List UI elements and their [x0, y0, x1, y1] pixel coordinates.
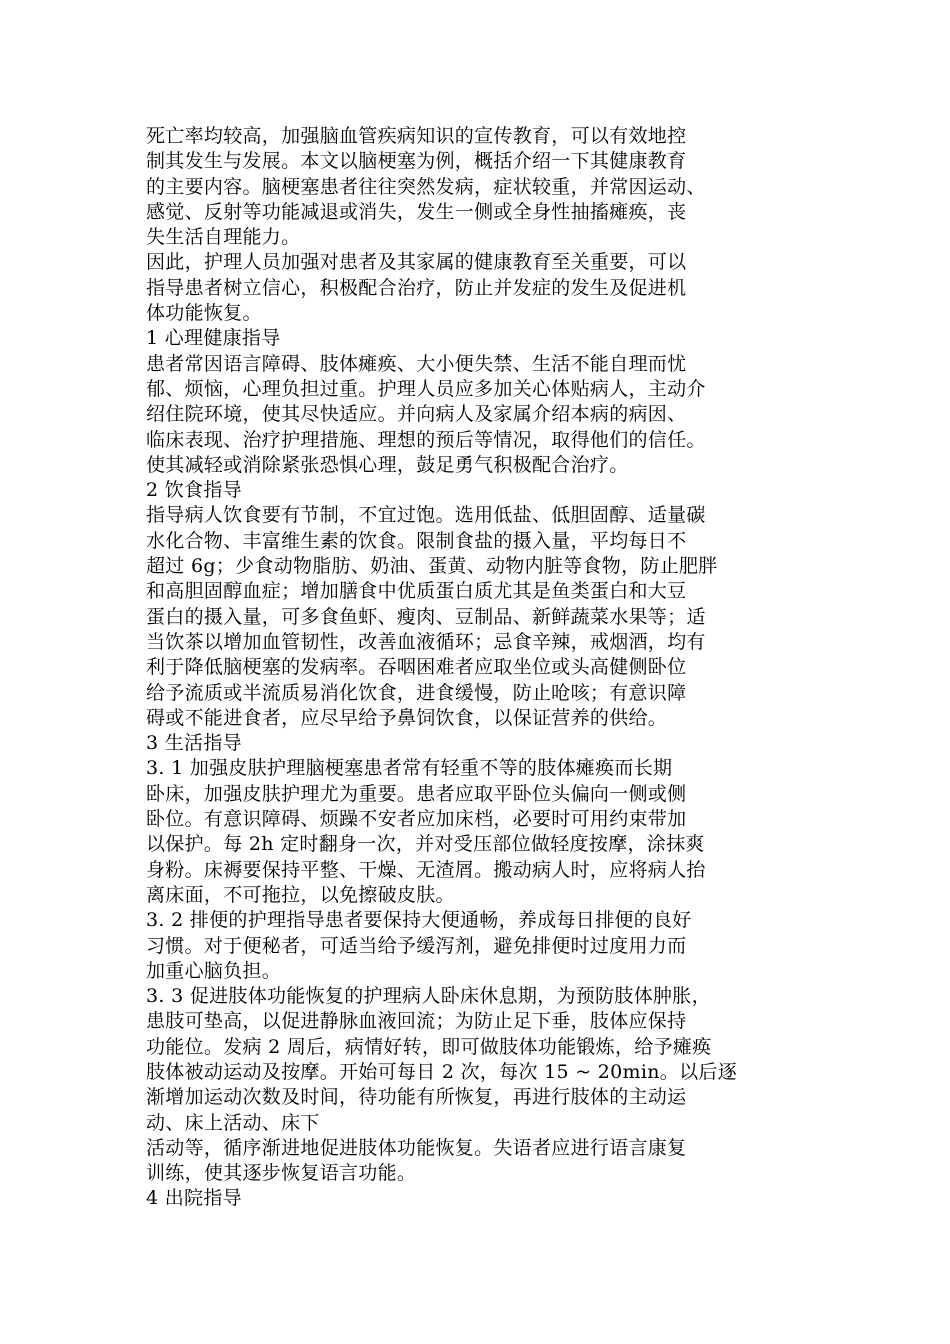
paragraph-line: 身粉。床褥要保持平整、干燥、无渣屑。搬动病人时，应将病人抬 — [146, 858, 706, 881]
paragraph-line: 郁、烦恼，心理负担过重。护理人员应多加关心体贴病人，主动介 — [146, 377, 706, 400]
paragraph-line: 的主要内容。脑梗塞患者往往突然发病，症状较重，并常因运动、 — [146, 175, 706, 198]
paragraph-line: 碍或不能进食者，应尽早给予鼻饲饮食，以保证营养的供给。 — [146, 706, 668, 729]
subsection-line: 3. 3 促进肢体功能恢复的护理病人卧床休息期，为预防肢体肿胀， — [146, 985, 711, 1008]
paragraph-line: 利于降低脑梗塞的发病率。吞咽困难者应取坐位或头高健侧卧位 — [146, 656, 687, 679]
paragraph-line: 当饮茶以增加血管韧性，改善血液循环；忌食辛辣，戒烟酒，均有 — [146, 630, 706, 653]
paragraph-line: 指导患者树立信心，积极配合治疗，防止并发症的发生及促进机 — [146, 276, 687, 299]
paragraph-line: 体功能恢复。 — [146, 302, 262, 325]
paragraph-line: 以保护。每 2h 定时翻身一次，并对受压部位做轻度按摩，涂抹爽 — [146, 833, 705, 856]
paragraph-line: 加重心脑负担。 — [146, 959, 282, 982]
paragraph-line: 感觉、反射等功能减退或消失，发生一侧或全身性抽搐瘫痪，丧 — [146, 200, 687, 223]
paragraph-line: 临床表现、治疗护理措施、理想的预后等情况，取得他们的信任。 — [146, 428, 706, 451]
paragraph-line: 绍住院环境，使其尽快适应。并向病人及家属介绍本病的病因、 — [146, 403, 687, 426]
paragraph-line: 给予流质或半流质易消化饮食，进食缓慢，防止呛咳；有意识障 — [146, 681, 687, 704]
paragraph-line: 制其发生与发展。本文以脑梗塞为例，概括介绍一下其健康教育 — [146, 150, 687, 173]
paragraph-line: 肢体被动运动及按摩。开始可每日 2 次，每次 15 ~ 20min。以后逐 — [146, 1060, 737, 1083]
paragraph-line: 使其减轻或消除紧张恐惧心理，鼓足勇气积极配合治疗。 — [146, 453, 629, 476]
paragraph-line: 习惯。对于便秘者，可适当给予缓泻剂，避免排便时过度用力而 — [146, 934, 687, 957]
paragraph-line: 渐增加运动次数及时间，待功能有所恢复，再进行肢体的主动运 — [146, 1086, 687, 1109]
paragraph-line: 超过 6g；少食动物脂肪、奶油、蛋黄、动物内脏等食物，防止肥胖 — [146, 555, 718, 578]
paragraph-line: 动、床上活动、床下 — [146, 1111, 320, 1134]
section-heading: 4 出院指导 — [146, 1187, 242, 1210]
paragraph-line: 蛋白的摄入量，可多食鱼虾、瘦肉、豆制品、新鲜蔬菜水果等；适 — [146, 605, 706, 628]
paragraph-line: 功能位。发病 2 周后，病情好转，即可做肢体功能锻炼，给予瘫痪 — [146, 1035, 712, 1058]
paragraph-line: 指导病人饮食要有节制，不宜过饱。选用低盐、低胆固醇、适量碳 — [146, 504, 706, 527]
section-heading: 2 饮食指导 — [146, 479, 242, 502]
paragraph-line: 卧位。有意识障碍、烦躁不安者应加床档，必要时可用约束带加 — [146, 808, 687, 831]
subsection-line: 3. 2 排便的护理指导患者要保持大便通畅，养成每日排便的良好 — [146, 909, 692, 932]
paragraph-line: 患者常因语言障碍、肢体瘫痪、大小便失禁、生活不能自理而忧 — [146, 352, 687, 375]
paragraph-line: 失生活自理能力。 — [146, 226, 301, 249]
paragraph-line: 和高胆固醇血症；增加膳食中优质蛋白质尤其是鱼类蛋白和大豆 — [146, 580, 687, 603]
section-heading: 3 生活指导 — [146, 732, 242, 755]
subsection-line: 3. 1 加强皮肤护理脑梗塞患者常有轻重不等的肢体瘫痪而长期 — [146, 757, 673, 780]
paragraph-line: 训练，使其逐步恢复语言功能。 — [146, 1162, 417, 1185]
section-heading: 1 心理健康指导 — [146, 327, 281, 350]
paragraph-line: 离床面，不可拖拉，以免擦破皮肤。 — [146, 883, 455, 906]
paragraph-line: 死亡率均较高，加强脑血管疾病知识的宣传教育，可以有效地控 — [146, 125, 687, 147]
paragraph-line: 卧床，加强皮肤护理尤为重要。患者应取平卧位头偏向一侧或侧 — [146, 782, 687, 805]
document-page — [146, 120, 814, 1212]
paragraph-line: 因此，护理人员加强对患者及其家属的健康教育至关重要，可以 — [146, 251, 687, 274]
paragraph-line: 水化合物、丰富维生素的饮食。限制食盐的摄入量，平均每日不 — [146, 529, 687, 552]
paragraph-line: 活动等，循序渐进地促进肢体功能恢复。失语者应进行语言康复 — [146, 1136, 687, 1159]
paragraph-line: 患肢可垫高，以促进静脉血液回流；为防止足下垂，肢体应保持 — [146, 1010, 687, 1033]
